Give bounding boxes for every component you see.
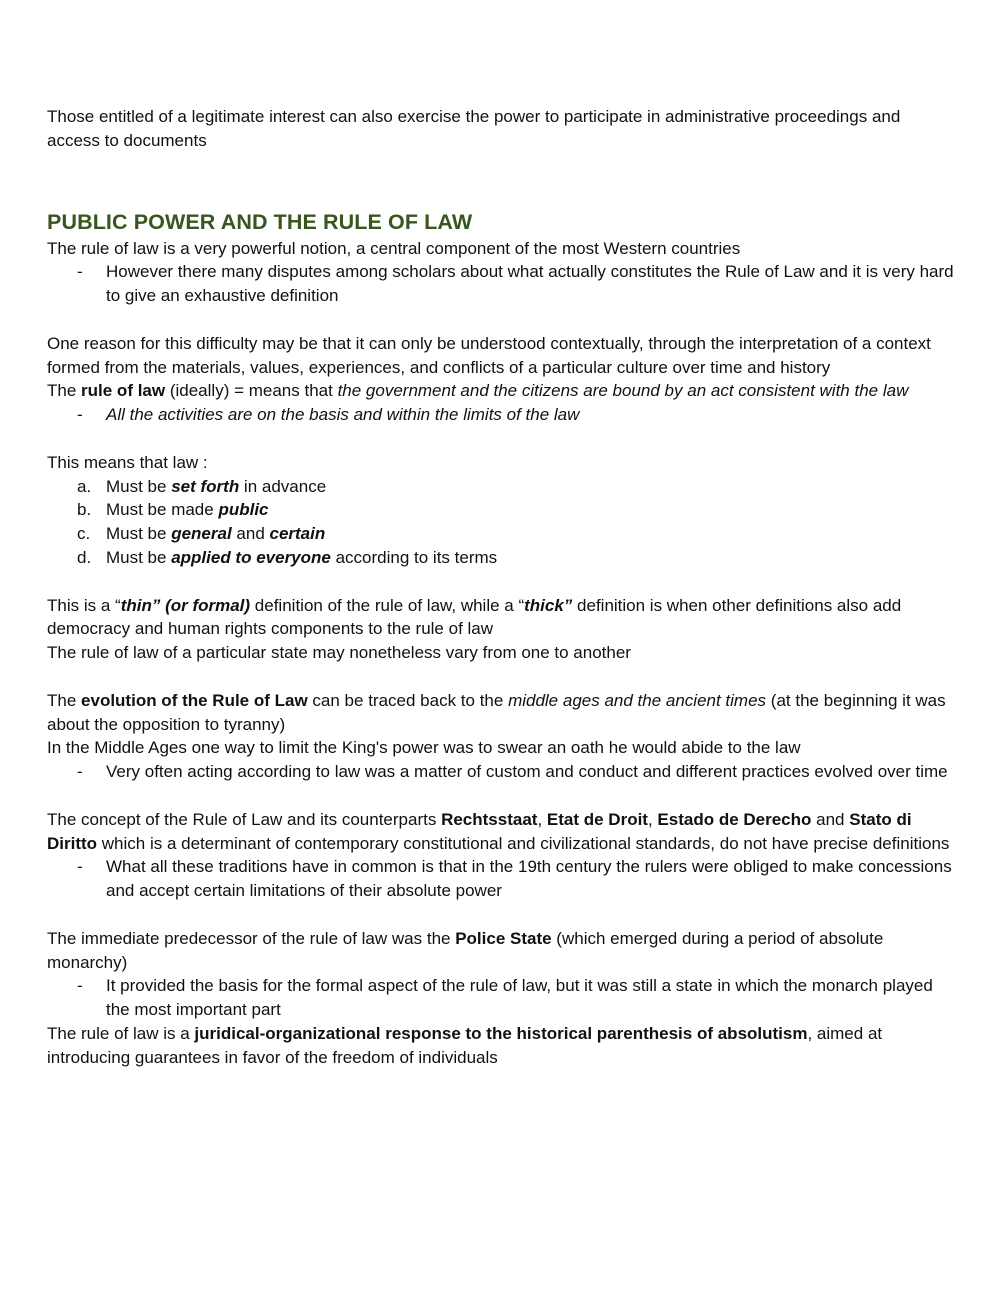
text-run: The immediate predecessor of the rule of law was the: [47, 928, 456, 948]
text-run: , aimed at introducing guarantees in favor of the freedom of individuals: [47, 1023, 883, 1067]
bullet-list: [47, 974, 957, 1022]
bold-term: Police State: [455, 928, 552, 948]
list-item: [47, 498, 957, 522]
paragraph-middle-ages: In the Middle Ages one way to limit the King's power was to swear an oath he would abide to the law: [47, 738, 801, 758]
list-item: [47, 546, 957, 570]
text-run: Must be made: [106, 500, 219, 520]
text-run: Must be: [106, 547, 172, 567]
bold-term: juridical-organizational response to the historical parenthesis of absolutism: [194, 1023, 808, 1043]
document-body: [47, 105, 957, 1069]
list-item-text: What all these traditions have in common is that in the 19th century the rulers were obliged to make concessions and accept certain limitations of their absolute power: [106, 857, 952, 901]
bold-italic-term: applied to everyone: [171, 547, 331, 567]
text-run: definition of the rule of law, while a “: [250, 595, 525, 615]
list-item: [47, 760, 957, 784]
spacer: [47, 784, 957, 808]
text-run: ,: [647, 809, 658, 829]
italic-phrase: the government and the citizens are bound by an act consistent with the law: [337, 381, 909, 401]
lettered-list: [47, 475, 957, 570]
paragraph-rule-of-law-intro: The rule of law is a very powerful notion, a central component of the most Western countries: [47, 238, 741, 258]
bold-term: evolution of the Rule of Law: [81, 690, 308, 710]
text-run: according to its terms: [330, 547, 498, 567]
bold-italic-term: set forth: [171, 476, 240, 496]
text-run: in advance: [239, 476, 327, 496]
intro-paragraph: Those entitled of a legitimate interest can also exercise the power to participate in administrative proceedings and access to documents: [47, 107, 901, 150]
text-run: The: [47, 381, 82, 401]
list-item: [47, 475, 957, 499]
bold-italic-term: public: [218, 500, 269, 520]
text-run: The concept of the Rule of Law and its counterparts: [47, 809, 442, 829]
list-item: [47, 855, 957, 903]
bullet-list: [47, 403, 957, 427]
list-item: [47, 260, 957, 308]
list-item-text: It provided the basis for the formal aspect of the rule of law, but it was still a state in which the monarch played the most important part: [106, 976, 933, 1020]
bullet-list: [47, 760, 957, 784]
text-run: (ideally) = means that: [165, 381, 338, 401]
list-item-text: However there many disputes among scholars about what actually constitutes the Rule of Law and it is very hard to give an exhaustive definition: [106, 262, 954, 306]
text-run: This is a “: [47, 595, 121, 615]
dash-marker: -: [77, 857, 83, 877]
dash-marker: -: [77, 976, 83, 996]
bold-term: Rechtsstaat: [441, 809, 538, 829]
italic-phrase: middle ages and the ancient times: [508, 690, 767, 710]
dash-marker: -: [77, 762, 83, 782]
bold-term: rule of law: [81, 381, 166, 401]
paragraph-variation: The rule of law of a particular state may nonetheless vary from one to another: [47, 643, 631, 663]
bold-term: Etat de Droit: [546, 809, 648, 829]
bold-term: Stato di Diritto: [47, 809, 912, 853]
spacer: [47, 153, 957, 207]
list-marker: c.: [77, 524, 91, 544]
text-run: ,: [537, 809, 547, 829]
list-item: [47, 974, 957, 1022]
text-run: (at the beginning it was about the opposition to tyranny): [47, 690, 946, 734]
text-run: The: [47, 690, 82, 710]
list-item: [47, 403, 957, 427]
bullet-list: [47, 260, 957, 308]
section-heading: PUBLIC POWER AND THE RULE OF LAW: [47, 209, 473, 234]
spacer: [47, 665, 957, 689]
dash-marker: -: [77, 262, 83, 282]
spacer: [47, 427, 957, 451]
text-run: The rule of law is a: [47, 1023, 195, 1043]
text-run: and: [231, 524, 270, 544]
bullet-list: [47, 855, 957, 903]
paragraph-evolution: [47, 689, 957, 737]
paragraph-definition: [47, 379, 957, 403]
text-run: Must be: [106, 524, 172, 544]
paragraph-juridical-response: [47, 1022, 957, 1070]
list-item: [47, 522, 957, 546]
list-marker: a.: [77, 476, 92, 496]
bold-term: Estado de Derecho: [657, 809, 812, 829]
text-run: and: [811, 809, 850, 829]
list-marker: d.: [77, 547, 92, 567]
text-run: definition is when other definitions also add democracy and human rights components to the rule of law: [47, 595, 902, 639]
text-run: can be traced back to the: [307, 690, 509, 710]
spacer: [47, 903, 957, 927]
paragraph-thin-thick: [47, 594, 957, 642]
bold-italic-term: general: [171, 524, 232, 544]
paragraph-lead: This means that law :: [47, 452, 208, 472]
text-run: (which emerged during a period of absolute monarchy): [47, 928, 884, 972]
bold-italic-term: thin” (or formal): [120, 595, 251, 615]
spacer: [47, 570, 957, 594]
bold-italic-term: certain: [269, 524, 326, 544]
list-item-text: Very often acting according to law was a matter of custom and conduct and different practices evolved over time: [106, 762, 948, 782]
spacer: [47, 308, 957, 332]
paragraph-counterparts: [47, 808, 957, 856]
text-run: which is a determinant of contemporary constitutional and civilizational standards, do not have precise definitions: [97, 833, 950, 853]
paragraph-police-state: [47, 927, 957, 975]
paragraph-difficulty: One reason for this difficulty may be that it can only be understood contextually, through the interpretation of a context formed from the materials, values, experiences, and conflicts of a particular culture over time and history: [47, 333, 931, 377]
list-item-text: All the activities are on the basis and within the limits of the law: [106, 405, 580, 425]
dash-marker: -: [77, 405, 83, 425]
list-marker: b.: [77, 500, 92, 520]
text-run: Must be: [106, 476, 172, 496]
bold-italic-term: thick”: [524, 595, 573, 615]
